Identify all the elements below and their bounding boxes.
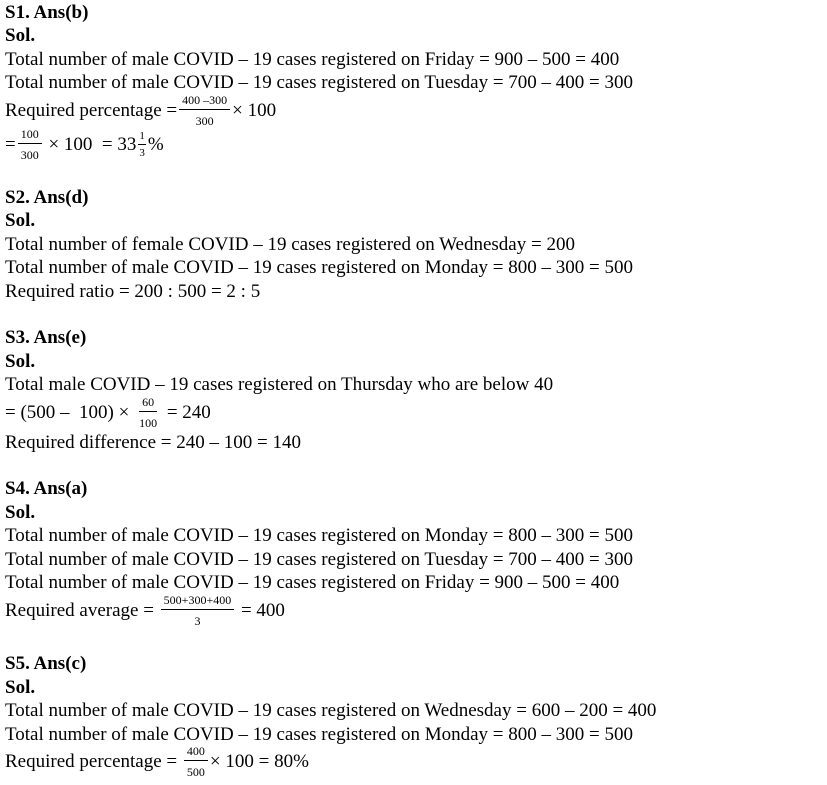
s4-line-4-prefix: Required average = bbox=[5, 599, 159, 621]
s1-fraction-2-denominator: 300 bbox=[20, 148, 39, 162]
s1-line-4 bbox=[5, 128, 164, 161]
s3-answer-heading: S3. Ans(e) bbox=[5, 327, 87, 348]
s1-line-2: Total number of male COVID – 19 cases registered on Tuesday = 700 – 400 = 300 bbox=[5, 72, 634, 93]
s5-sol-label: Sol. bbox=[5, 677, 36, 698]
s4-fraction bbox=[161, 594, 235, 627]
s2-sol-label: Sol. bbox=[5, 210, 36, 231]
s3-fraction-numerator: 60 bbox=[139, 396, 157, 412]
s1-fraction-1-numerator: 400 –300 bbox=[179, 94, 230, 110]
s1-mixed-fraction-numerator: 1 bbox=[138, 131, 146, 145]
s5-line-2: Total number of male COVID – 19 cases registered on Monday = 800 – 300 = 500 bbox=[5, 724, 633, 745]
s5-line-3 bbox=[5, 745, 309, 778]
s3-line-2-suffix: = 240 bbox=[162, 401, 211, 423]
s1-mixed-fraction bbox=[138, 131, 146, 159]
s5-line-1: Total number of male COVID – 19 cases registered on Wednesday = 600 – 200 = 400 bbox=[5, 700, 657, 721]
s2-line-3: Required ratio = 200 : 500 = 2 : 5 bbox=[5, 281, 261, 302]
s1-mixed-fraction-denominator: 3 bbox=[139, 146, 145, 159]
s1-answer-heading: S1. Ans(b) bbox=[5, 2, 89, 23]
s4-line-1: Total number of male COVID – 19 cases registered on Monday = 800 – 300 = 500 bbox=[5, 525, 633, 546]
s2-line-1: Total number of female COVID – 19 cases registered on Wednesday = 200 bbox=[5, 234, 575, 255]
s1-fraction-2-numerator: 100 bbox=[18, 128, 42, 144]
s1-line-4-suffix: % bbox=[147, 133, 164, 155]
s4-line-2: Total number of male COVID – 19 cases registered on Tuesday = 700 – 400 = 300 bbox=[5, 549, 634, 570]
s4-line-3: Total number of male COVID – 19 cases registered on Friday = 900 – 500 = 400 bbox=[5, 572, 620, 593]
s1-fraction-1 bbox=[179, 94, 230, 127]
s3-fraction-denominator: 100 bbox=[139, 416, 158, 430]
s2-answer-heading: S2. Ans(d) bbox=[5, 187, 89, 208]
s5-line-3-prefix: Required percentage = bbox=[5, 750, 182, 772]
s5-fraction-denominator: 500 bbox=[186, 765, 205, 779]
s1-line-3-prefix: Required percentage = bbox=[5, 99, 178, 121]
s4-fraction-numerator: 500+300+400 bbox=[161, 594, 235, 610]
s5-fraction bbox=[184, 745, 208, 778]
s1-line-3 bbox=[5, 94, 276, 127]
s1-fraction-2 bbox=[18, 128, 42, 161]
s5-fraction-numerator: 400 bbox=[184, 745, 208, 761]
s1-line-4-middle: × 100 = 33 bbox=[43, 133, 137, 155]
s4-line-4-suffix: = 400 bbox=[236, 599, 285, 621]
s4-answer-heading: S4. Ans(a) bbox=[5, 478, 88, 499]
s3-line-3: Required difference = 240 – 100 = 140 bbox=[5, 432, 301, 453]
s1-line-3-suffix: × 100 bbox=[232, 99, 277, 121]
s1-sol-label: Sol. bbox=[5, 25, 36, 46]
s5-line-3-suffix: × 100 = 80% bbox=[209, 750, 309, 772]
s1-fraction-1-denominator: 300 bbox=[195, 114, 214, 128]
s4-sol-label: Sol. bbox=[5, 502, 36, 523]
s3-line-2 bbox=[5, 396, 211, 429]
s3-sol-label: Sol. bbox=[5, 351, 36, 372]
s4-fraction-denominator: 3 bbox=[194, 614, 201, 628]
s3-fraction bbox=[136, 396, 160, 429]
s2-line-2: Total number of male COVID – 19 cases registered on Monday = 800 – 300 = 500 bbox=[5, 257, 633, 278]
s1-line-1: Total number of male COVID – 19 cases registered on Friday = 900 – 500 = 400 bbox=[5, 49, 620, 70]
s3-line-1: Total male COVID – 19 cases registered on Thursday who are below 40 bbox=[5, 374, 554, 395]
s3-line-2-prefix: = (500 – 100) × bbox=[5, 401, 135, 423]
s5-answer-heading: S5. Ans(c) bbox=[5, 653, 87, 674]
s1-line-4-prefix: = bbox=[5, 133, 16, 155]
s4-line-4 bbox=[5, 594, 285, 627]
